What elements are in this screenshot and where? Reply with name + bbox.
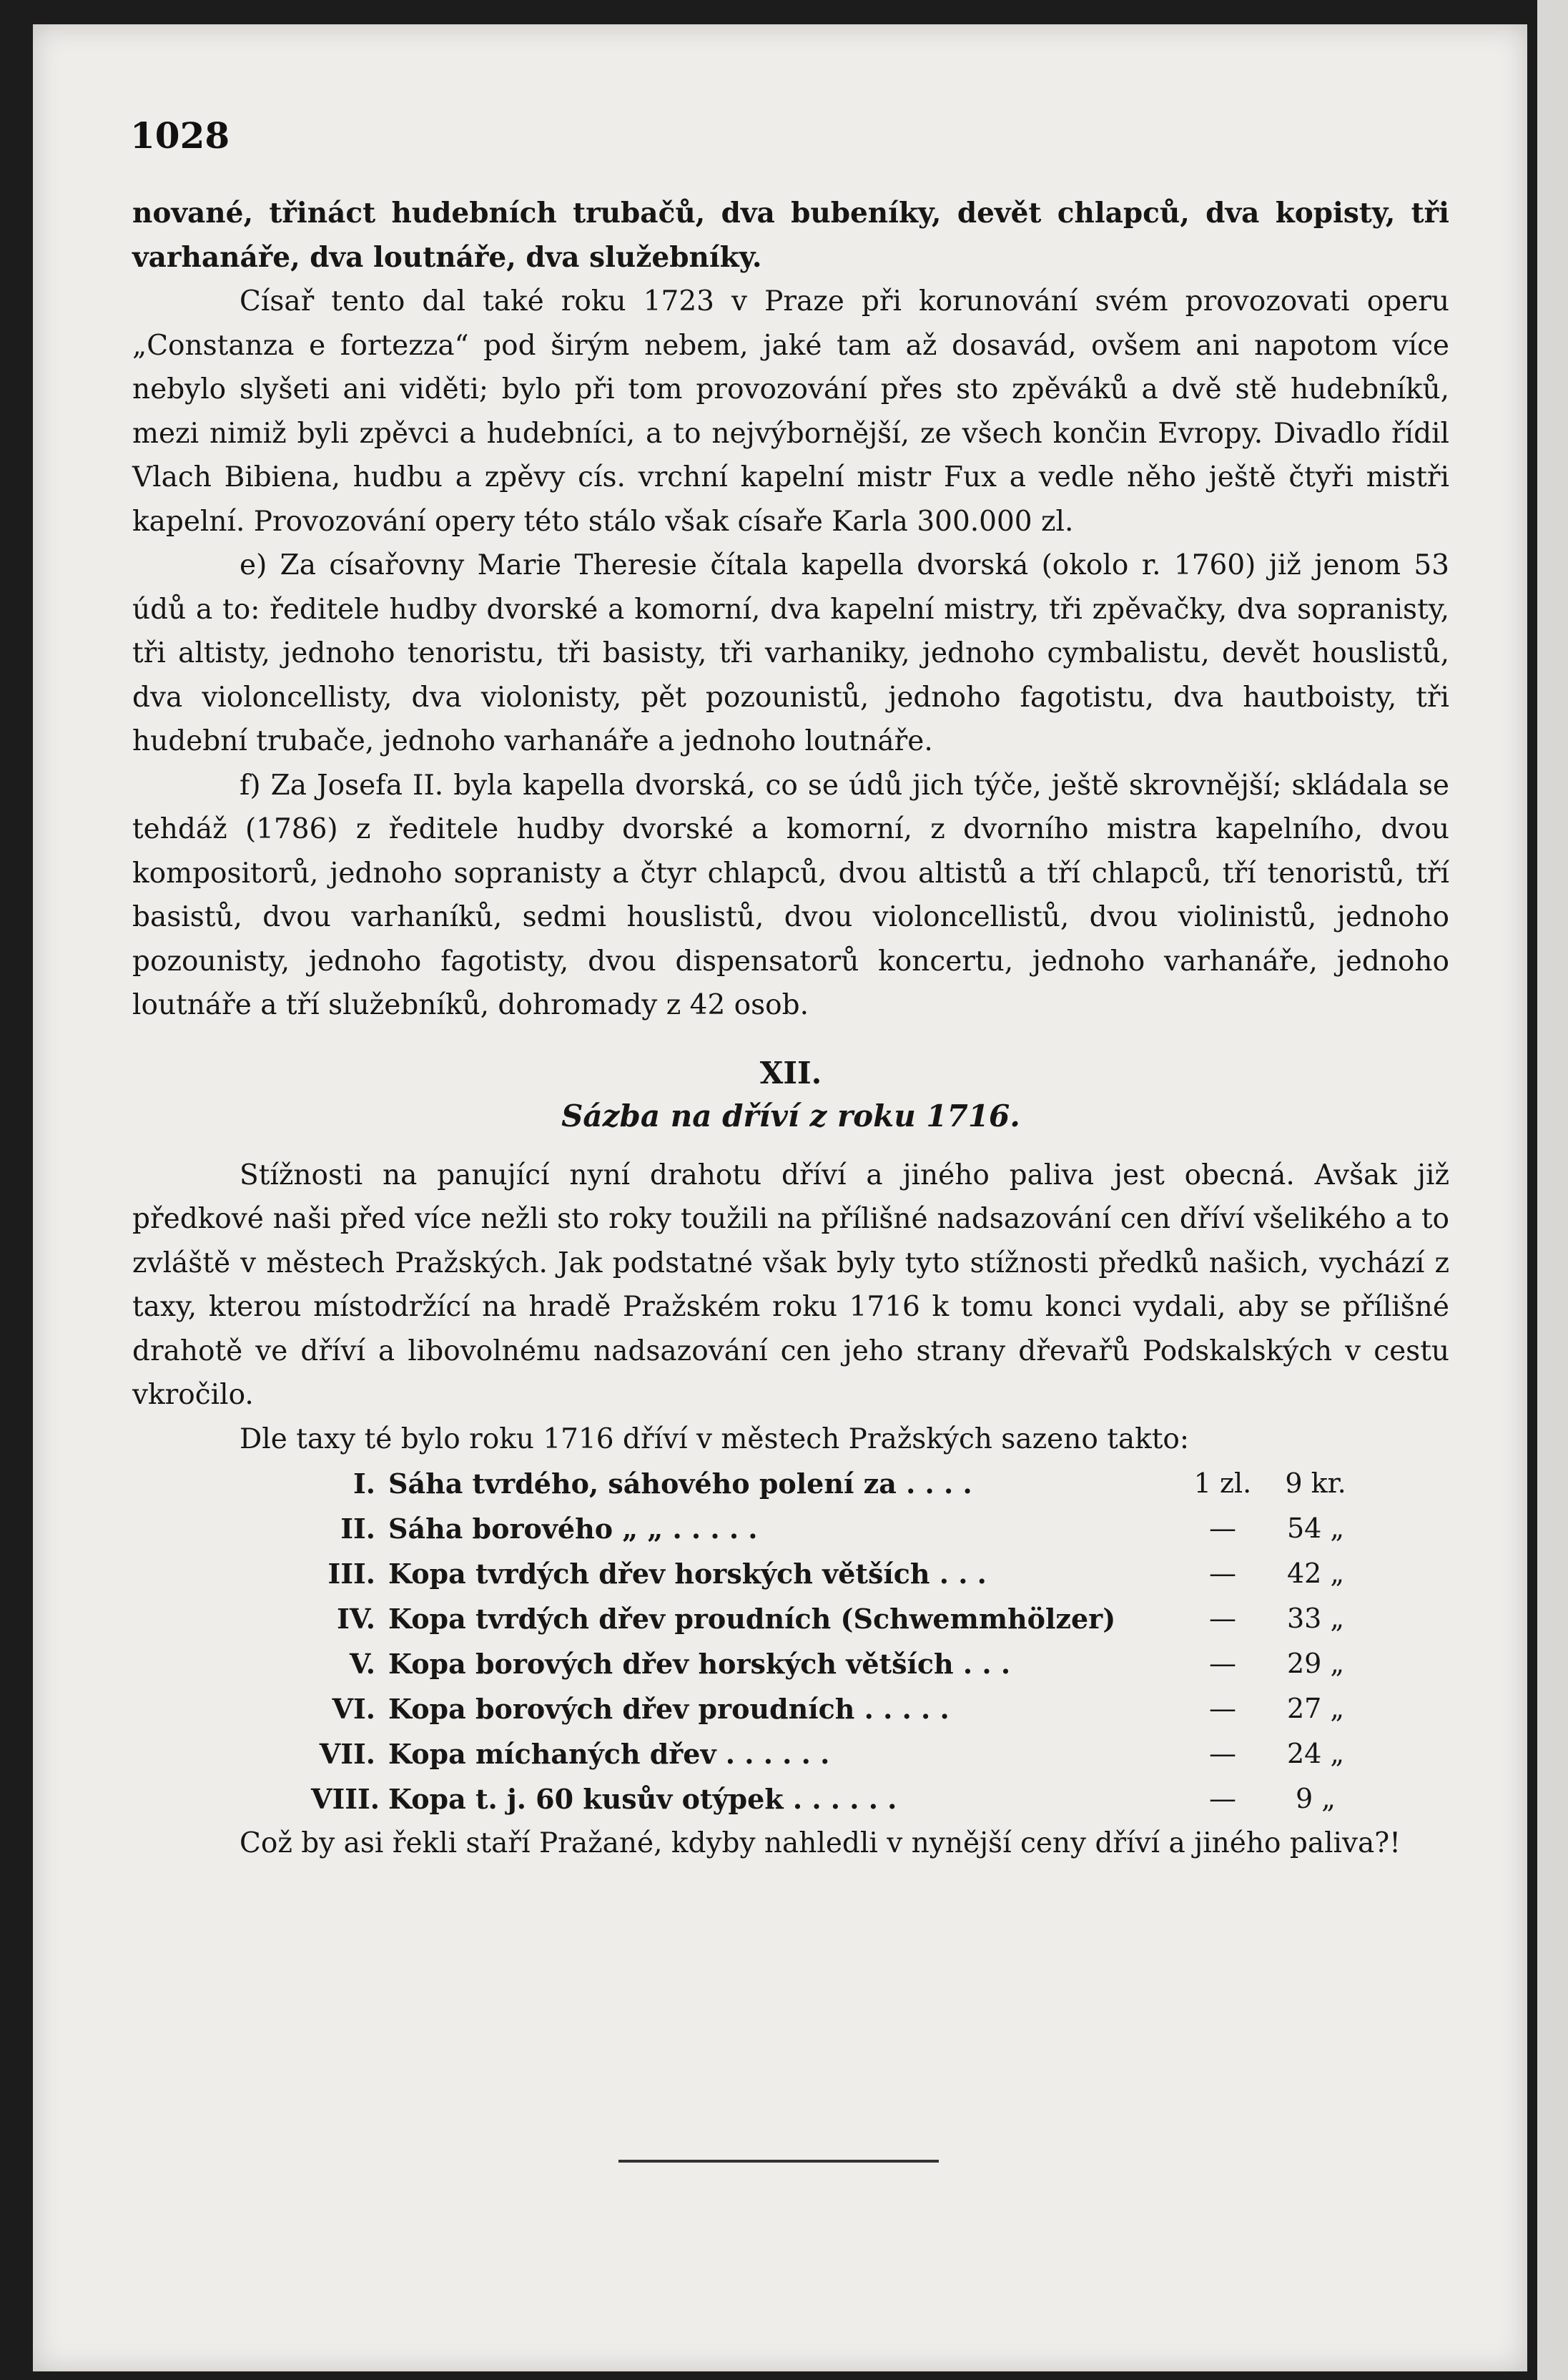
price-row [311,1776,1412,1821]
paragraph-maria-theresia: e) Za císařovny Marie Theresie čítala kapella dvorská (okolo r. 1760) již jenom 53 údů a to: ředitele hudby dvorské a komorní, dva kapelní mistry, tři zpěvačky, dva sopranisty, tři altisty, jednoho tenoristu, tři basisty, tři varhaniky, jednoho cymbalistu, devět houslistů, dva violoncellisty, dva violonisty, pět pozounistů, jednoho fagotistu, dva hautboisty, tři hudební trubače, jednoho varhanáře a jednoho loutnáře. [132,549,1449,757]
price-row [311,1596,1412,1641]
price-row-kr: 54 „ [1286,1513,1345,1544]
price-row-number: II. [340,1513,375,1545]
price-row-description: Kopa tvrdých dřev horských větších . . . [388,1558,987,1590]
price-row-kr: 33 „ [1286,1603,1345,1634]
paragraph-wood-prices: Stížnosti na panující nyní drahotu dříví a jiného paliva jest obecná. Avšak již předkové naši před více nežli sto roky toužili na přílišné nadsazování cen dříví všelikého a to zvláště v městech Pražských. Jak podstatné však byly tyto stížnosti předků našich, vychází z taxy, kterou místodržící na hradě Pražském roku 1716 k tomu konci vydali, aby se přílišné drahotě ve dříví a libovolnému nadsazování cen jeho strany dřevařů Podskalských v cestu vkročilo. [132,1159,1449,1411]
paragraph-continuation: nované, třináct hudebních trubačů, dva bubeníky, devět chlapců, dva kopisty, tři varhanáře, dva loutnáře, dva služebníky. [132,197,1449,274]
adjacent-page-edge [1537,0,1568,2380]
price-row-description: Kopa borových dřev horských větších . . . [388,1648,1011,1680]
price-list [311,1461,1412,1821]
price-row-zl: — [1209,1738,1236,1769]
price-row-description: Kopa míchaných dřev . . . . . . [388,1738,830,1770]
price-row [311,1731,1412,1776]
price-row-kr: 27 „ [1286,1693,1345,1724]
price-row-description: Kopa tvrdých dřev proudních (Schwemmhölzer) [388,1603,1116,1635]
price-row [311,1686,1412,1731]
price-row-number: VIII. [311,1783,380,1815]
price-row-description: Sáha tvrdého, sáhového polení za . . . . [388,1467,972,1500]
price-row-kr: 29 „ [1286,1648,1345,1679]
price-row-kr: 9 „ [1296,1783,1336,1814]
page-body [132,192,1449,1866]
price-row-kr: 9 kr. [1285,1467,1346,1499]
page-number: 1028 [130,114,230,157]
price-row-zl: — [1209,1783,1236,1814]
price-row-description: Sáha borového „ „ . . . . . [388,1513,758,1545]
section-divider [618,2160,939,2163]
price-row-kr: 24 „ [1286,1738,1345,1769]
closing-remark: Což by asi řekli staří Pražané, kdyby nahledli v nynější ceny dříví a jiného paliva?! [240,1827,1401,1859]
price-row-zl: — [1209,1648,1236,1679]
price-row-zl: — [1209,1693,1236,1724]
price-row-number: VII. [319,1738,375,1770]
price-row-number: IV. [337,1603,375,1635]
price-row [311,1506,1412,1551]
price-row-number: I. [352,1467,375,1500]
price-row-zl: 1 zl. [1193,1467,1252,1499]
paragraph-joseph-ii: f) Za Josefa II. byla kapella dvorská, co se údů jich týče, ještě skrovnější; skládala se tehdáž (1786) z ředitele hudby dvorské a komorní, z dvorního mistra kapelního, dvou kompositorů, jednoho sopranisty a čtyr chlapců, dvou altistů a tří chlapců, tří tenoristů, tří basistů, dvou varhaníků, sedmi houslistů, dvou violoncellistů, dvou violinistů, jednoho pozounisty, jednoho fagotisty, dvou dispensatorů koncertu, jednoho varhanáře, jednoho loutnáře a tří služebníků, dohromady z 42 osob. [132,769,1449,1021]
price-row [311,1551,1412,1596]
price-list-intro: Dle taxy té bylo roku 1716 dříví v městech Pražských sazeno takto: [240,1422,1190,1455]
price-row-number: VI. [332,1693,375,1725]
price-row-description: Kopa t. j. 60 kusův otýpek . . . . . . [388,1783,897,1815]
price-row-description: Kopa borových dřev proudních . . . . . [388,1693,950,1725]
price-row-number: V. [349,1648,375,1680]
section-title: Sázba na dříví z roku 1716. [561,1098,1020,1134]
price-row-zl: — [1209,1513,1236,1544]
price-row-zl: — [1209,1558,1236,1589]
price-row [311,1641,1412,1686]
price-row-number: III. [327,1558,375,1590]
price-row-zl: — [1209,1603,1236,1634]
price-row [311,1461,1412,1506]
price-row-kr: 42 „ [1286,1558,1345,1589]
paragraph-opera: Císař tento dal také roku 1723 v Praze při korunování svém provozovati operu „Constanza e fortezza“ pod širým nebem, jaké tam až dosavád, ovšem ani napotom více nebylo slyšeti ani viděti; bylo při tom provozování přes sto zpěváků a dvě stě hudebníků, mezi nimiž byli zpěvci a hudebníci, a to nejvýbornější, ze všech končin Evropy. Divadlo řídil Vlach Bibiena, hudbu a zpěvy cís. vrchní kapelní mistr Fux a vedle něho ještě čtyři mistři kapelní. Provozování opery této stálo však císaře Karla 300.000 zl. [132,285,1449,538]
section-number: XII. [759,1055,822,1091]
